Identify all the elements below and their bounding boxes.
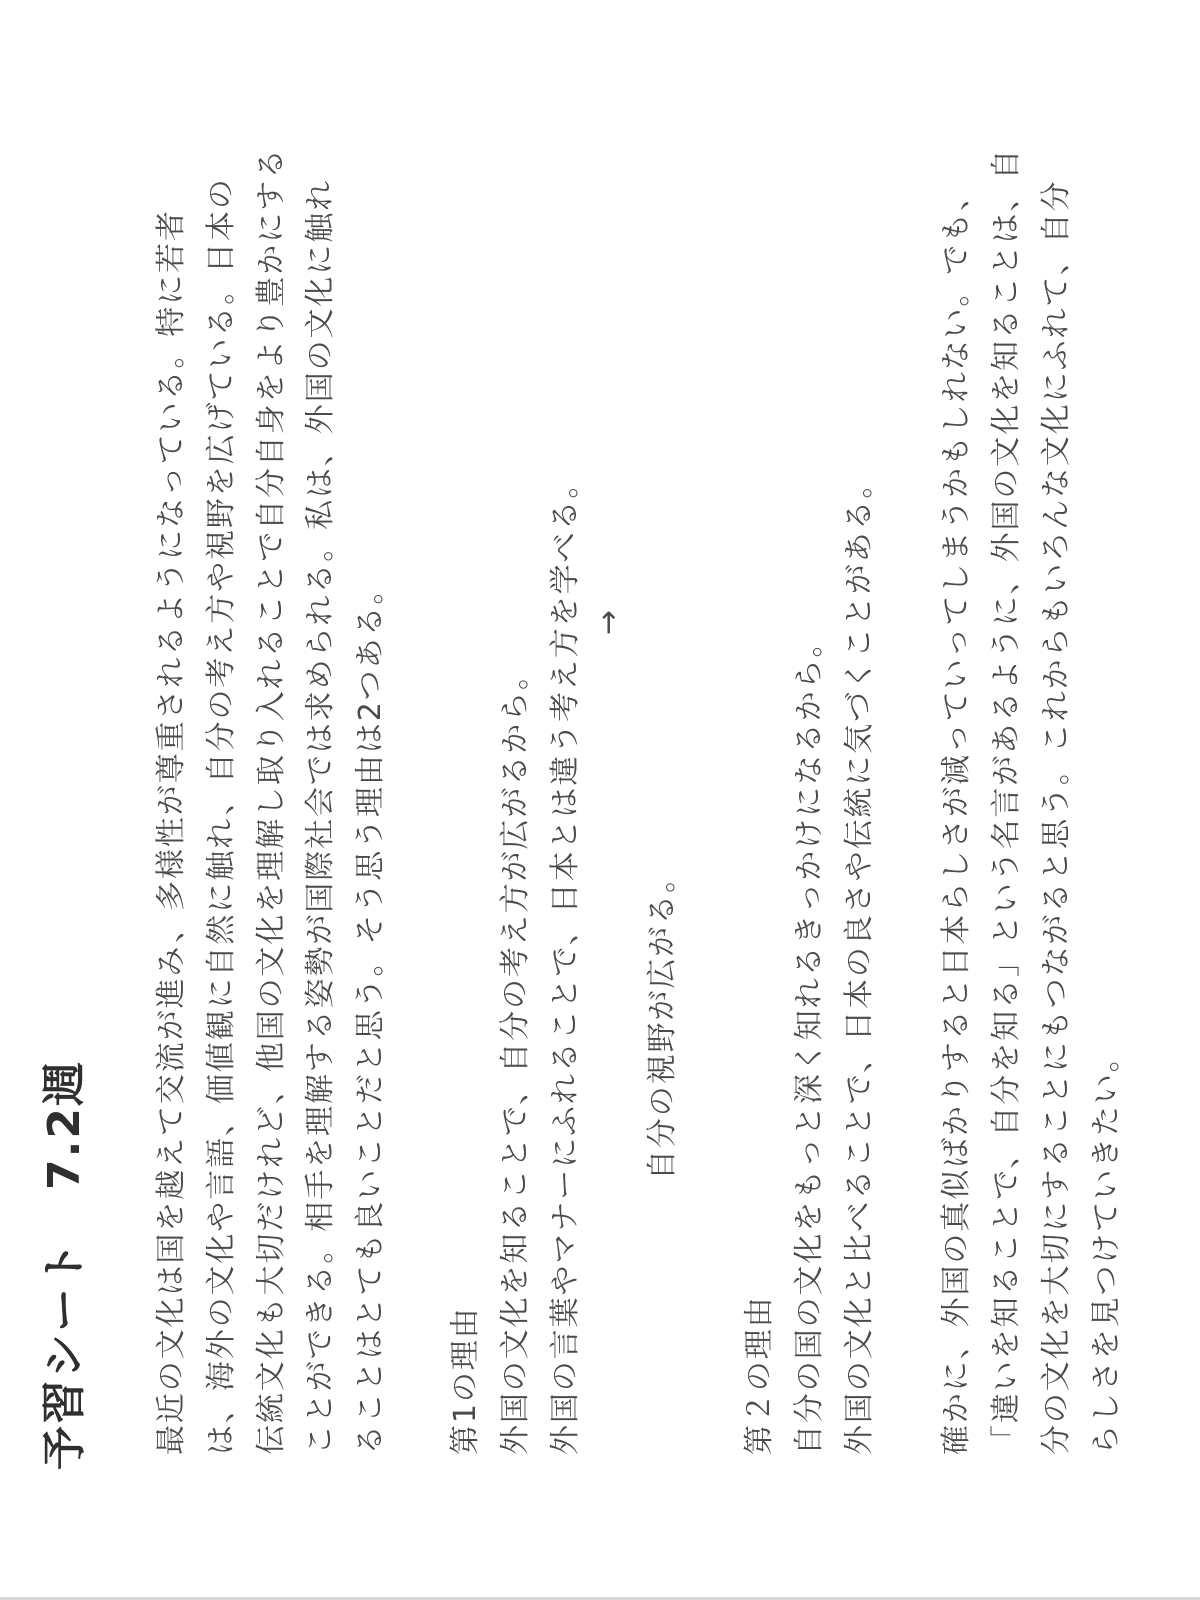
- reason1-line: 外国の文化を知ることで、自分の考え方が広がるから。: [498, 658, 533, 1455]
- page-title: [28, 1060, 92, 1470]
- reason1-result: 自分の視野が広がる。: [645, 861, 680, 1180]
- reason2-line: 自分の国の文化をもっと深く知れるきっかけになるから。: [792, 625, 827, 1455]
- reason2-heading: 第２の理由: [742, 1295, 777, 1455]
- conclusion-line: らしさを見つけていきたい。: [1089, 1040, 1124, 1455]
- conclusion-line: 確かに、外国の真似ばかりすると日本らしさが減っていってしまうかもしれない。でも、: [939, 179, 974, 1455]
- arrow-icon: →: [591, 609, 626, 635]
- conclusion-line: 「違いを知ることで、自分を知る」という名言があるように、外国の文化を知ることは、自: [989, 147, 1024, 1455]
- week-label: 7.2週: [39, 1060, 90, 1190]
- conclusion-line: 分の文化を大切にすることにもつながると思う。これからもいろんな文化にふれて、自分: [1039, 179, 1074, 1455]
- intro-line: 最近の文化は国を越えて交流が進み、多様性が尊重されるようになっている。特に若者: [154, 209, 189, 1455]
- reason1-heading: 第1の理由: [448, 1306, 483, 1455]
- title-text: 予習シート: [39, 1240, 90, 1470]
- reason2-line: 外国の文化と比べることで、日本の良さや伝統に気づくことがある。: [842, 466, 877, 1455]
- intro-line: は、海外の文化や言語、価値観に自然に触れ、自分の考え方や視野を広げている。日本の: [204, 177, 239, 1455]
- intro-line: ことができる。相手を理解する姿勢が国際社会では求められる。私は、外国の文化に触れ: [303, 179, 338, 1455]
- reason1-line: 外国の言葉やマナーにふれることで、日本とは違う考え方を学べる。: [548, 466, 583, 1455]
- intro-line: 伝統文化も大切だけれど、他国の文化を理解し取り入れることで自分自身をより豊かにする: [254, 147, 289, 1455]
- intro-line: ることはとても良いことだと思う。そう思う理由は2つある。: [353, 572, 388, 1455]
